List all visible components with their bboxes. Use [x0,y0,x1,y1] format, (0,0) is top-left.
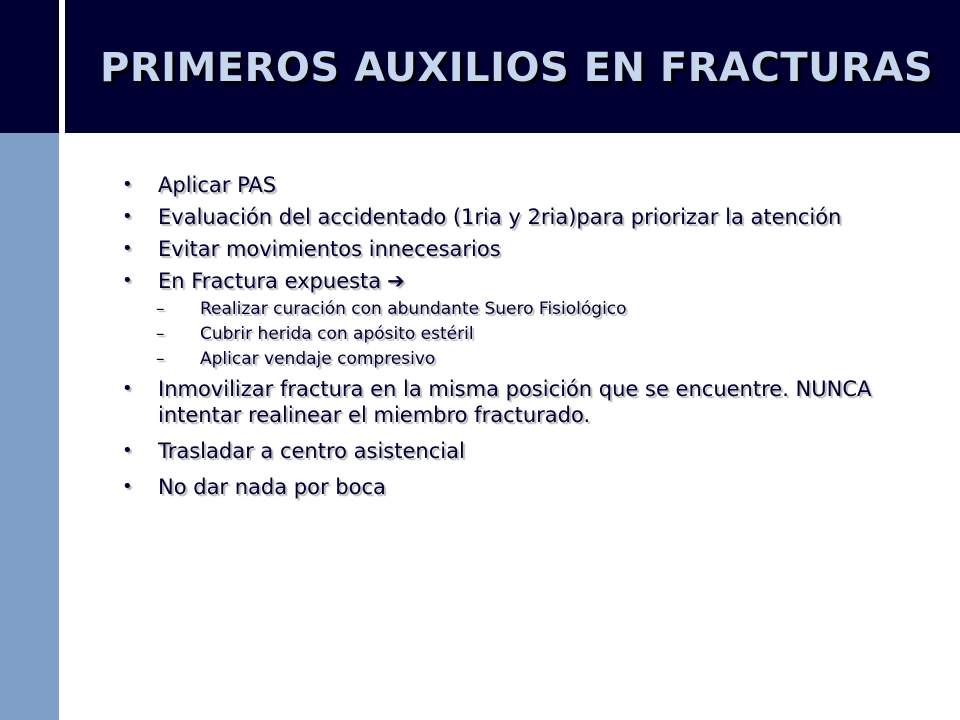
list-item [120,204,940,230]
bullet-icon: • [122,378,133,399]
slide-title: PRIMEROS AUXILIOS EN FRACTURAS [100,45,934,91]
list-item [120,376,940,428]
list-item-text: Evitar movimientos innecesarios [158,237,501,261]
list-item [120,438,940,464]
sub-list-item-text: Cubrir herida con apósito estéril [200,324,474,344]
dash-icon: – [156,349,165,369]
bullet-icon: • [122,270,133,291]
bullet-icon: • [122,206,133,227]
list-item [120,172,940,198]
sub-list-item [120,323,940,345]
sub-list-item-text: Realizar curación con abundante Suero Fisiológico [200,299,627,319]
list-item [120,474,940,500]
list-item-text: Trasladar a centro asistencial [158,439,465,463]
bullet-icon: • [122,476,133,497]
list-item-text: Aplicar PAS [158,173,277,197]
bullet-icon: • [122,440,133,461]
sub-list-item [120,298,940,320]
list-item [120,236,940,262]
left-sidebar-bar [0,133,59,720]
list-item-text: Inmovilizar fractura en la misma posición que se encuentre. NUNCA intentar realinear el miembro fracturado. [158,377,872,427]
header-accent-stripe [59,0,65,133]
sub-list-item [120,348,940,370]
bullet-list [120,172,940,506]
dash-icon: – [156,324,165,344]
dash-icon: – [156,299,165,319]
bullet-icon: • [122,174,133,195]
list-item [120,268,940,294]
list-item-text: Evaluación del accidentado (1ria y 2ria)para priorizar la atención [158,205,842,229]
sub-list-item-text: Aplicar vendaje compresivo [200,349,436,369]
bullet-icon: • [122,238,133,259]
list-item-text: No dar nada por boca [158,475,386,499]
arrow-right-icon: ➔ [387,269,405,293]
list-item-text: En Fractura expuesta [158,269,382,293]
